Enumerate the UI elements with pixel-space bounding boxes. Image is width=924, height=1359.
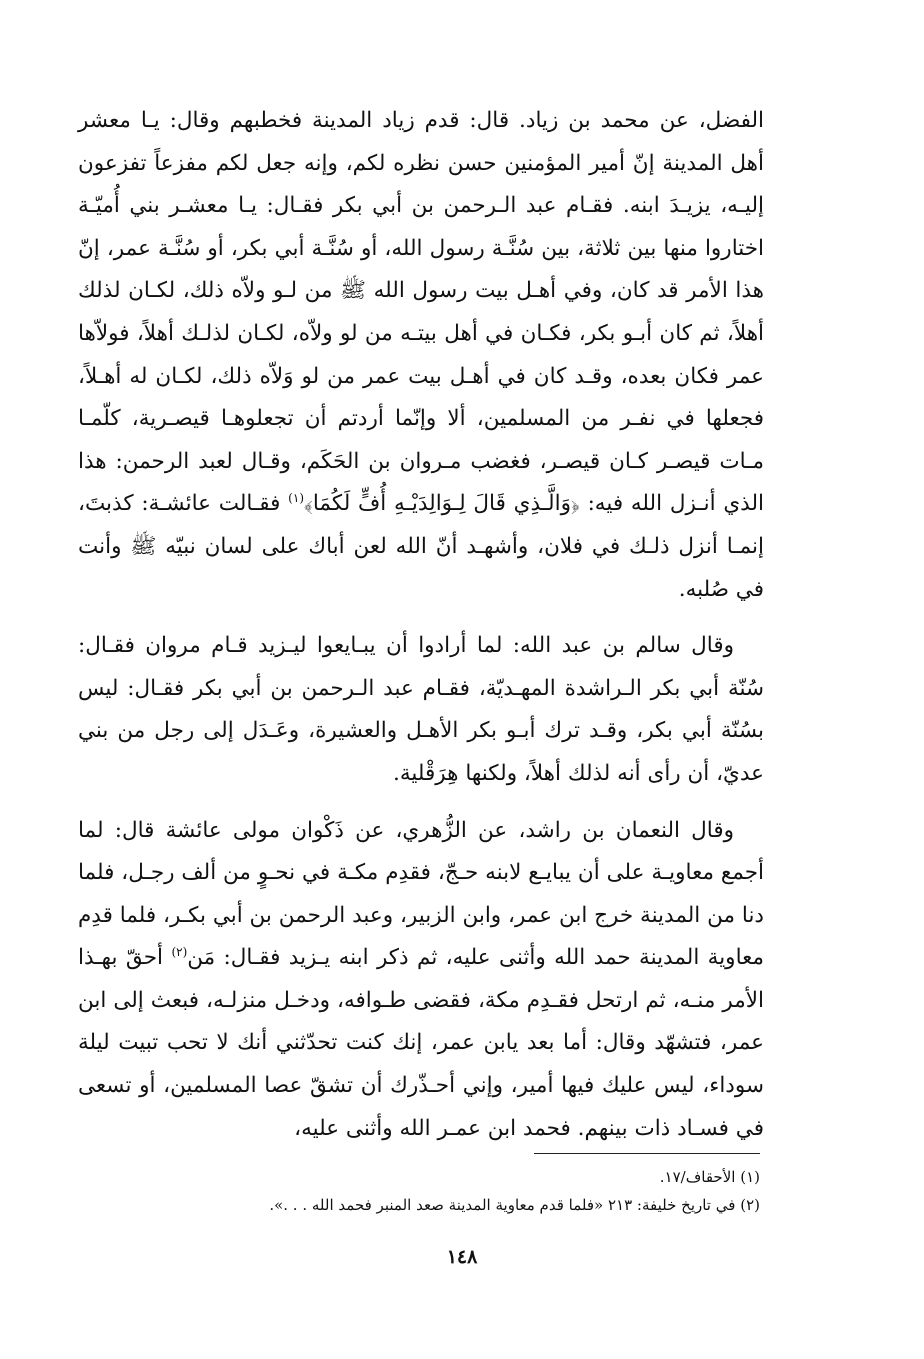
- text-line: بسُنّة أبي بكر، وقـد ترك أبـو بكر الأهـل والعشيرة، وعَـدَل إلى رجل من بني: [78, 718, 764, 744]
- text-line: فلما دنا من المدينة خرج ابن عمر، وابن الزبير، وعبد الرحمن بن أبي بكـر،: [78, 860, 765, 928]
- text-line: اختاروا منها بين ثلاثة، بين سُنَّـة رسول الله، أو سُنَّـة أبي بكر، أو سُنَّـة عمر،: [106, 235, 764, 261]
- text-line: أجمع معاويـة على أن يبايـع لابنه حـجّ، فقدِم مكـة في نحـوٍ من ألف رجـل،: [121, 860, 764, 886]
- text-line: أحقّ بهـذا الأمر منـه، ثم ارتحل فقـدِم مكة، فقضى طـوافه، ودخـل منزلـه،: [78, 945, 764, 1013]
- footnote-marker: (٢): [740, 1196, 760, 1214]
- text-line: لذلك أهلاً، ثم كان أبـو بكر، فكـان في أهل بيتـه من لو ولاّه، لكـان لذلـك: [78, 278, 764, 346]
- text-line: وقال سالم بن عبد الله: لما أرادوا أن يبـايعوا ليـزيد قـام مروان فقـال:: [78, 633, 734, 659]
- text-line: وقال النعمان بن راشد، عن الزُّهري، عن ذَكْوان مولى عائشة قال: لما: [78, 817, 734, 843]
- text-line: إليـه، يزيـدَ ابنه. فقـام عبد الـرحمن بن أبي بكر فقـال: يـا معشـر بني أُميّـة: [78, 193, 764, 219]
- text-line: قيصـرية، كلّمـا مـات قيصـر كـان قيصـر، فغضب مـروان بن الحَكَم، وقـال: [78, 406, 764, 474]
- paragraph-3: [78, 810, 764, 1151]
- text-line: أهل المدينة إنّ أمير المؤمنين حسن نظره لكم، وإنه جعل لكم مفزعاً تفزعون: [78, 150, 764, 176]
- page-number: ١٤٨: [446, 1246, 478, 1268]
- footnote-text: في تاريخ خليفة: ٢١٣ «فلما قدم معاوية المدينة صعد المنبر فحمد الله . . .».: [269, 1196, 736, 1214]
- text-line: عديّ، أن رأى أنه لذلك أهلاً، ولكنها هِرَقْلية.: [393, 760, 764, 786]
- footnote-marker: (١): [740, 1168, 760, 1186]
- paragraph-1: [78, 100, 764, 611]
- footnote-2: [150, 1191, 760, 1219]
- footnotes: [150, 1163, 760, 1219]
- paragraph-2: [78, 625, 764, 795]
- text-line: الفضل، عن محمد بن زياد. قال: قدم زياد المدينة فخطبهم وقال: يـا معشر: [78, 108, 764, 133]
- footnote-ref-2: (٢): [171, 945, 188, 960]
- text-line: على لسان نبيّه ﷺ وأنت في صُلبه.: [78, 533, 764, 602]
- main-text: [78, 100, 764, 1150]
- text-line: سُنّة أبي بكر الـراشدة المهـديّة، فقـام عبد الـرحمن بن أبي بكر فقـال: ليس: [78, 675, 764, 701]
- text-line: أهلاً، فولاّها عمر فكان بعده، وقـد كان في أهـل بيت عمر من لو وَلاّه ذلك،: [78, 320, 764, 389]
- footnote-text: الأحقاف/١٧.: [659, 1168, 736, 1186]
- text-line: لا تحب تبيت ليلة سوداء، ليس عليك فيها أمير، وإني أحـذّرك أن تشقّ عصا: [78, 1030, 764, 1099]
- footnote-ref-1: (١): [288, 491, 304, 506]
- text-line: فبعث إلى ابن عمر، فتشهّد وقال: أما بعد يابن عمر، إنك كنت تحدّثني أنك: [78, 987, 764, 1056]
- footnote-divider: [534, 1153, 760, 1154]
- text-line: فقـالت عائشـة: كذبتَ، إنمـا أنزل ذلـك في فلان، وأشهـد أنّ الله لعن أباك: [78, 491, 765, 559]
- text-line: فلما قدِم معاوية المدينة حمد الله وأثنى عليه، ثم ذكر ابنه يـزيد فقـال: مَن: [78, 902, 765, 971]
- text-line: إنّ هذا الأمر قد كان، وفي أهـل بيت رسول الله ﷺ من لـو ولاّه ذلك، لكـان: [78, 235, 764, 304]
- footnote-1: [150, 1163, 760, 1191]
- text-line: لعبد الرحمن: هذا الذي أنـزل الله فيه: ﴿وَالَّـذِي قَالَ لِـوَالِدَيْـهِ أُفٍّ لَكُمَا﴾: [78, 448, 764, 517]
- text-line: المسلمين، أو تسعى في فسـاد ذات بينهم. فحمد ابن عمـر الله وأثنى عليه،: [78, 1073, 764, 1141]
- text-line: لكـان له أهـلاً، فجعلها في نفـر من المسلمين، ألا وإنّما أردتم أن تجعلوهـا: [78, 363, 764, 432]
